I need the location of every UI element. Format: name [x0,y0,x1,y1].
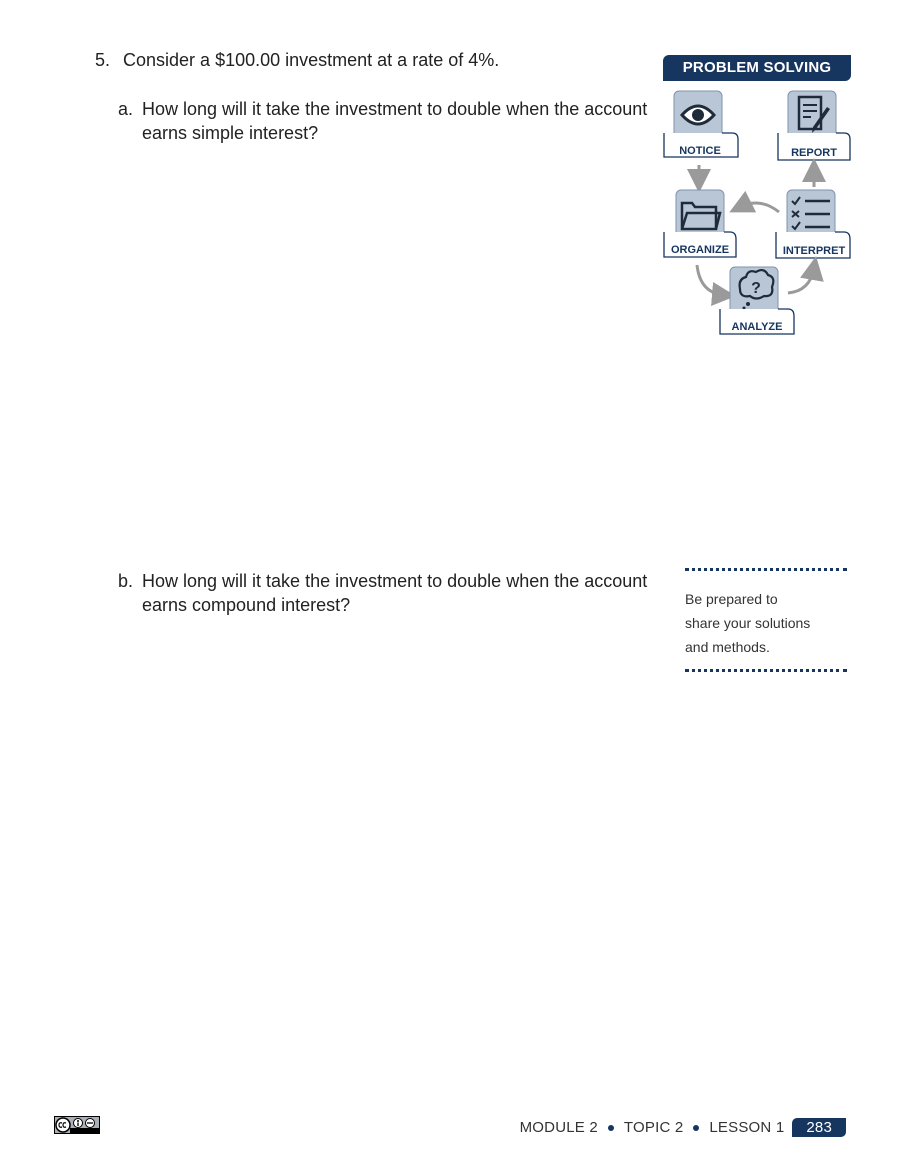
bullet-separator [608,1125,614,1131]
step-notice-label: NOTICE [679,145,721,157]
step-analyze [720,267,794,334]
problem-solving-graphic [660,53,855,338]
page-number: 283 [792,1118,846,1137]
note-bottom-divider [685,669,847,672]
note-top-divider [685,568,847,571]
step-report [778,91,850,160]
eye-icon [682,106,714,124]
part-b-letter: b. [118,571,134,591]
part-a-letter: a. [118,99,134,119]
footer-lesson: LESSON 1 [709,1119,785,1136]
note-line-1: Be prepared to [685,591,778,607]
step-analyze-label: ANALYZE [731,321,783,333]
creative-commons-license-icon [54,1116,100,1134]
question-text: Consider a $100.00 investment at a rate of 4%. [123,50,500,70]
question-part-a [118,97,658,145]
question-number: 5. [95,50,111,70]
arrow-organize-analyze [697,265,724,295]
note-line-3: and methods. [685,639,770,655]
arrow-analyze-interpret [788,268,814,293]
problem-solving-title: PROBLEM SOLVING [663,55,851,81]
sidebar-note [685,568,850,672]
part-b-text: How long will it take the investment to double when the account earns compound interest? [142,571,648,615]
step-organize-label: ORGANIZE [670,244,730,256]
note-line-2: share your solutions [685,615,811,631]
step-interpret [776,190,850,258]
step-report-label: REPORT [791,147,837,159]
part-a-text: How long will it take the investment to double when the account earns simple interest? [142,99,648,143]
footer-topic: TOPIC 2 [623,1119,684,1136]
step-interpret-label: INTERPRET [782,245,846,257]
question-5 [95,50,499,71]
question-part-b [118,569,658,617]
note-text [685,587,850,659]
step-notice [664,91,738,157]
arrow-interpret-organize [740,203,779,212]
svg-text:?: ? [751,280,761,297]
bullet-separator [693,1125,699,1131]
footer-module: MODULE 2 [519,1119,598,1136]
page-footer [520,1118,846,1137]
step-organize [664,190,736,257]
problem-solving-diagram [660,53,855,338]
